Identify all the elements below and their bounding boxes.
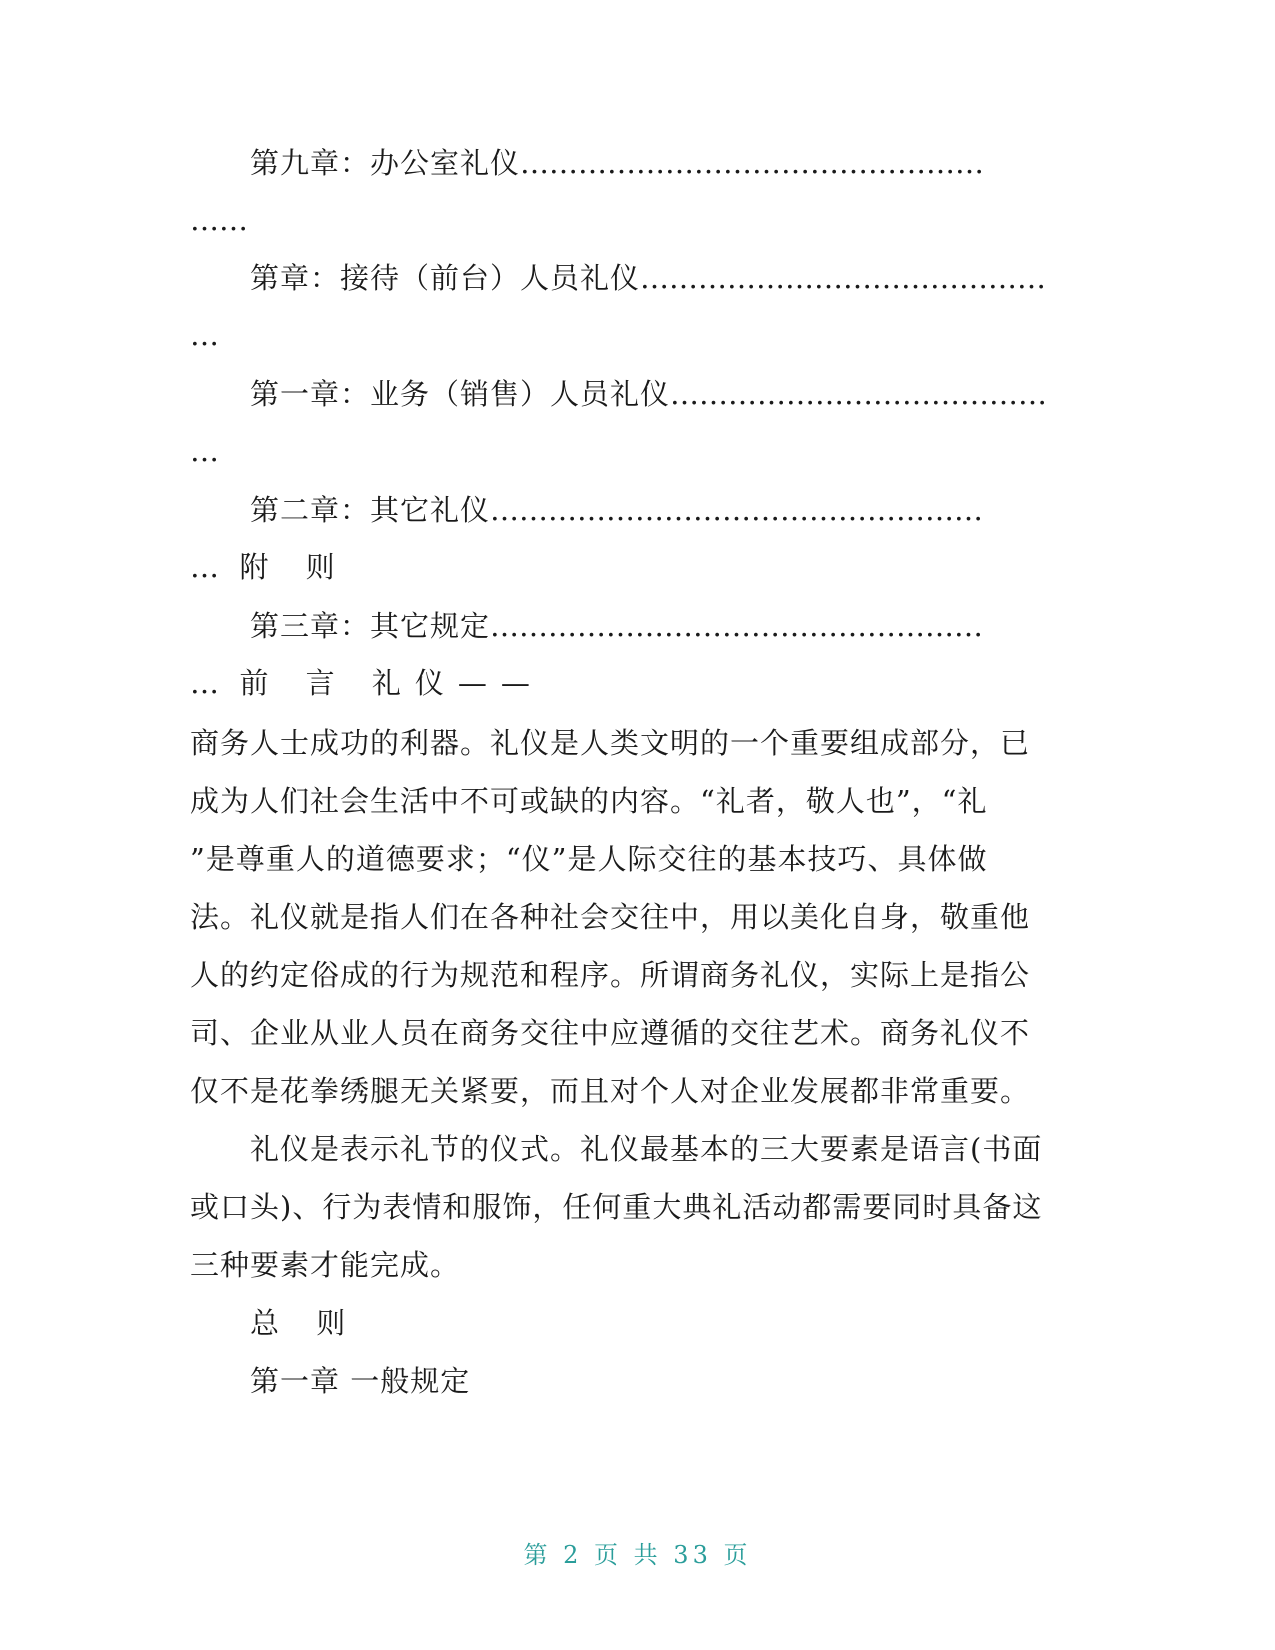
toc-leader: ………………………………… — [670, 377, 1048, 411]
toc-leader-cont: …… — [190, 203, 248, 237]
body-text-line: 三种要素才能完成。 — [190, 1248, 461, 1282]
toc-leader-continuation — [190, 305, 1080, 365]
toc-leader-cont: … — [190, 434, 219, 468]
body-text-line: 或口头)、行为表情和服饰，任何重大典礼活动都需要同时具备这 — [190, 1190, 1043, 1224]
toc-title: 第二章：其它礼仪 — [250, 493, 491, 527]
toc-title: 第一章：业务（销售）人员礼仪 — [250, 377, 671, 411]
body-text-line: 人的约定俗成的行为规范和程序。所谓商务礼仪，实际上是指公 — [190, 958, 1031, 992]
section-heading: 总 则 — [250, 1306, 360, 1340]
body-text-line: 成为人们社会生活中不可或缺的内容。“礼者，敬人也”，“礼 — [190, 784, 988, 818]
toc-leader: ………………………………………… — [520, 146, 985, 180]
body-text-line: 司、企业从业人员在商务交往中应遵循的交往艺术。商务礼仪不 — [190, 1016, 1031, 1050]
toc-leader-cont: … — [190, 318, 219, 352]
toc-title: 第九章：办公室礼仪 — [250, 146, 521, 180]
toc-leader-continuation — [190, 421, 1080, 481]
toc-title: 第三章：其它规定 — [250, 609, 491, 643]
toc-title: 第章：接待（前台）人员礼仪 — [250, 261, 641, 295]
appendix-heading: 附 则 — [239, 550, 349, 584]
toc-leader-cont: … — [190, 550, 219, 584]
toc-entry-sales — [250, 364, 1080, 424]
toc-leader: …………………………………… — [640, 261, 1047, 295]
toc-entry-other-rules — [250, 596, 1080, 656]
toc-leader-cont: … — [190, 666, 219, 700]
toc-entry-other-etiquette — [250, 480, 1080, 540]
toc-leader-continuation — [190, 537, 1080, 597]
toc-entry-chapter-9 — [250, 133, 1080, 193]
body-text-line: 仅不是花拳绣腿无关紧要，而且对个人对企业发展都非常重要。 — [190, 1074, 1031, 1108]
chapter-heading: 第一章 一般规定 — [250, 1364, 471, 1398]
general-provisions-heading — [250, 1293, 1080, 1353]
toc-leader: …………………………………………… — [490, 493, 984, 527]
toc-leader: …………………………………………… — [490, 609, 984, 643]
toc-entry-reception — [250, 248, 1080, 308]
toc-leader-continuation — [190, 190, 1080, 250]
body-text-line: ”是尊重人的道德要求；“仪”是人际交往的基本技巧、具体做 — [190, 842, 988, 876]
body-text-line: 礼仪是表示礼节的仪式。礼仪最基本的三大要素是语言(书面 — [250, 1132, 1043, 1166]
page-number-footer: 第 2 页 共 33 页 — [523, 1541, 752, 1569]
preface-heading: 前 言 礼仪—— — [239, 666, 544, 700]
toc-leader-continuation — [190, 653, 1080, 713]
body-text-line: 商务人士成功的利器。礼仪是人类文明的一个重要组成部分，已 — [190, 726, 1031, 760]
body-text-line: 法。礼仪就是指人们在各种社会交往中，用以美化自身，敬重他 — [190, 900, 1031, 934]
